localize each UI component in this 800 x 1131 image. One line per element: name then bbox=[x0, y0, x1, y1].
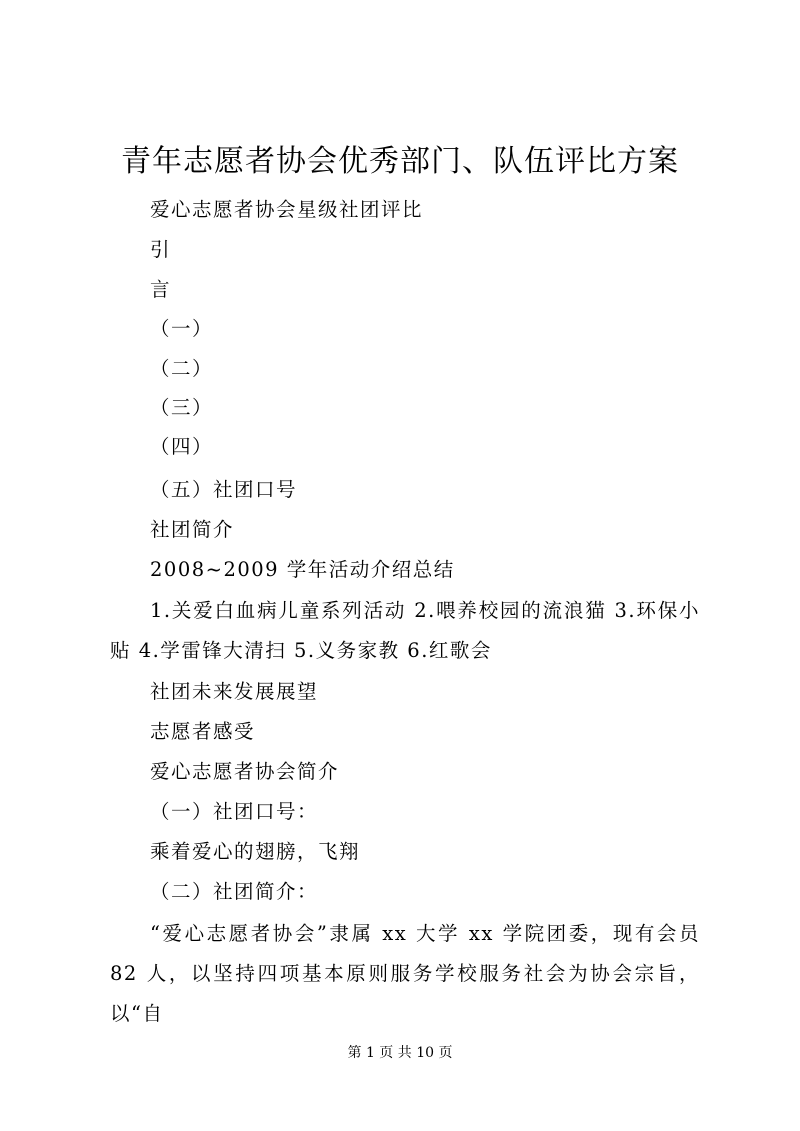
page-footer: 第 1 页 共 10 页 bbox=[347, 1045, 453, 1061]
text-line: 爱心志愿者协会简介 bbox=[150, 760, 340, 783]
text-line: 社团未来发展展望 bbox=[150, 680, 319, 703]
text-line: （五）社团口号 bbox=[150, 478, 298, 501]
text-line: 社团简介 bbox=[150, 518, 235, 541]
text-line: 引 bbox=[150, 238, 172, 261]
document-title: 青年志愿者协会优秀部门、队伍评比方案 bbox=[121, 144, 679, 179]
text-line: 2008~2009 学年活动介绍总结 bbox=[150, 558, 455, 581]
text-line: （一）社团口号： bbox=[150, 800, 319, 823]
intro-paragraph: “爱心志愿者协会”隶属 xx 大学 xx 学院团委，现有会员 82 人，以坚持四项基本原则服务学校服务社会为协会宗旨，以“自 bbox=[110, 922, 700, 1025]
text-line: 乘着爱心的翅膀，飞翔 bbox=[150, 840, 361, 863]
text-line: （四） bbox=[150, 435, 214, 458]
text-line: 爱心志愿者协会星级社团评比 bbox=[150, 198, 424, 221]
text-line: （二） bbox=[150, 357, 214, 380]
text-line: （一） bbox=[150, 317, 214, 340]
activities-paragraph: 1.关爱白血病儿童系列活动 2.喂养校园的流浪猫 3.环保小贴 4.学雷锋大清扫 5.义务家教 6.红歌会 bbox=[110, 599, 700, 662]
text-line: 志愿者感受 bbox=[150, 720, 256, 743]
text-line: （二）社团简介： bbox=[150, 880, 319, 903]
text-line: 言 bbox=[150, 278, 172, 301]
text-line: （三） bbox=[150, 396, 214, 419]
